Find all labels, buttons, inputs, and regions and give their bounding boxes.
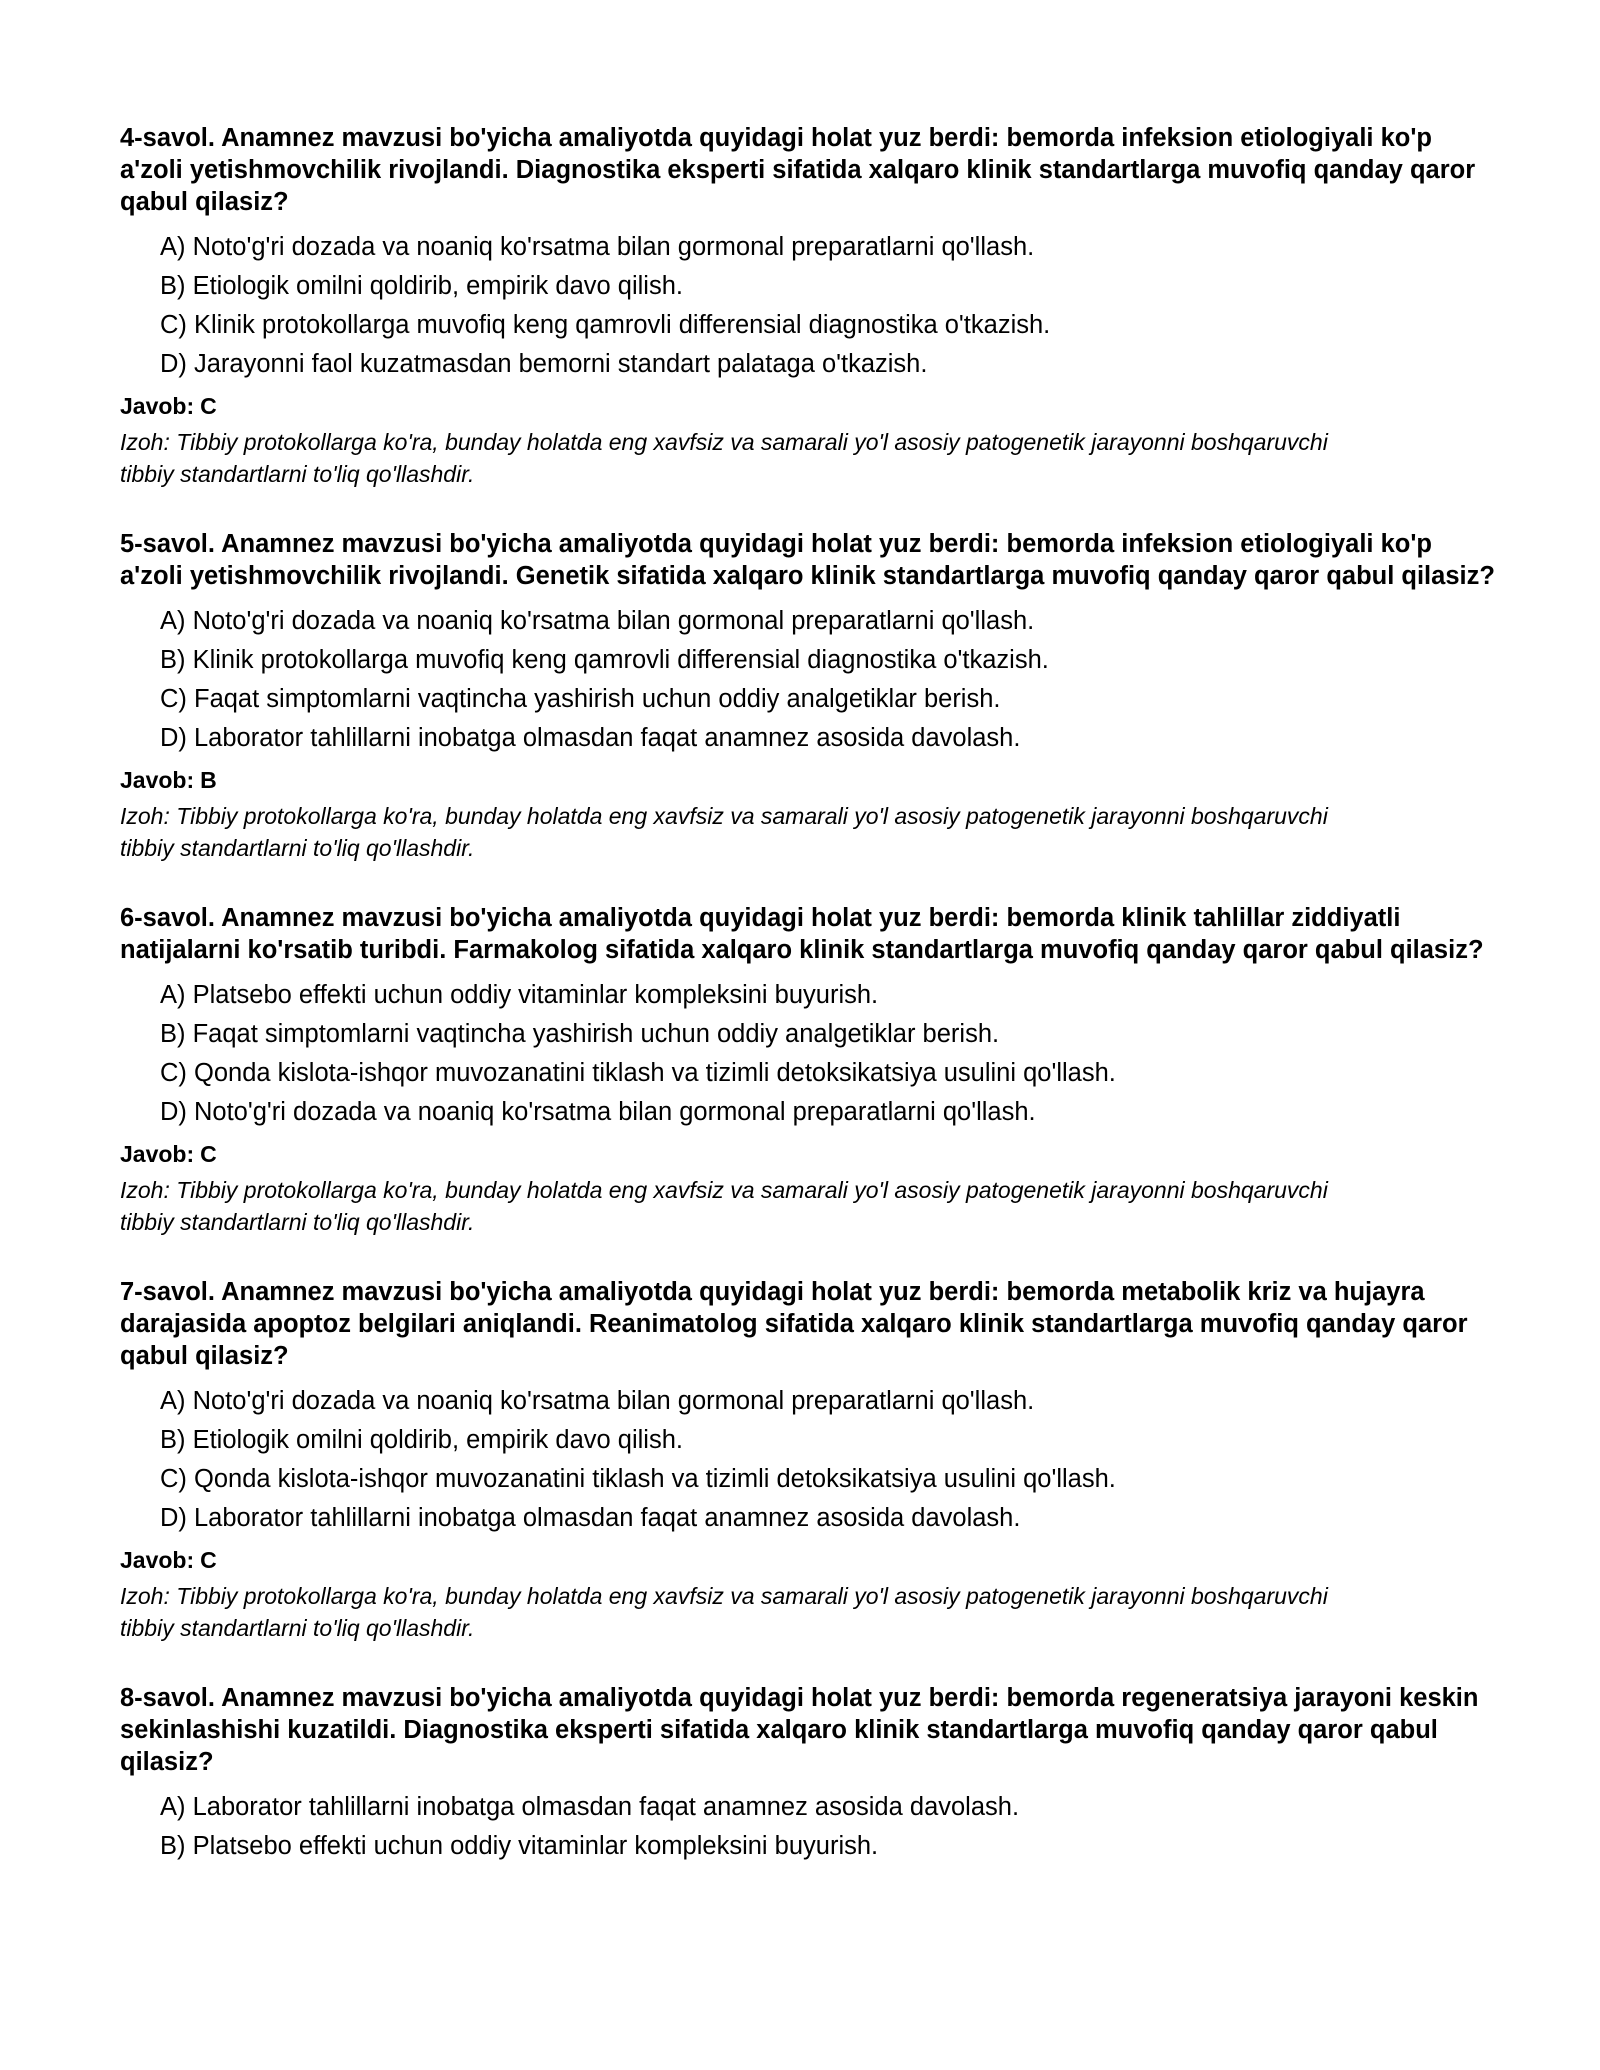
options-list: [120, 602, 1500, 758]
explanation-note: Izoh: Tibbiy protokollarga ko'ra, bunday holatda eng xavfsiz va samarali yo'l asosiy patogenetik jarayonni boshqaruvchi tibbiy standartlarni to'liq qo'llashdir.: [120, 1177, 1328, 1235]
option-d: D) Noto'g'ri dozada va noaniq ko'rsatma bilan gormonal preparatlarni qo'llash.: [160, 1098, 1036, 1126]
option-b: B) Klinik protokollarga muvofiq keng qamrovli differensial diagnostika o'tkazish.: [160, 646, 1049, 674]
options-list: [120, 228, 1500, 384]
answer-line: [120, 1544, 1500, 1576]
explanation-note: Izoh: Tibbiy protokollarga ko'ra, bunday holatda eng xavfsiz va samarali yo'l asosiy patogenetik jarayonni boshqaruvchi tibbiy standartlarni to'liq qo'llashdir.: [120, 1583, 1328, 1641]
options-list: [120, 1788, 1500, 1866]
options-list: [120, 976, 1500, 1132]
question-text: 4-savol. Anamnez mavzusi bo'yicha amaliyotda quyidagi holat yuz berdi: bemorda infeksion etiologiyali ko'p a'zoli yetishmovchilik rivojlandi. Diagnostika eksperti sifatida xalqaro klinik standartlarga muvofiq qanday qaror qabul qilasiz?: [120, 124, 1476, 216]
answer-line: [120, 764, 1500, 796]
option-a: A) Platsebo effekti uchun oddiy vitaminlar kompleksini buyurish.: [160, 981, 879, 1009]
explanation-note: Izoh: Tibbiy protokollarga ko'ra, bunday holatda eng xavfsiz va samarali yo'l asosiy patogenetik jarayonni boshqaruvchi tibbiy standartlarni to'liq qo'llashdir.: [120, 803, 1328, 861]
answer-label: Javob:: [120, 767, 195, 793]
answer-label: Javob:: [120, 393, 195, 419]
question-block: [120, 1682, 1500, 1866]
option-d: D) Jarayonni faol kuzatmasdan bemorni standart palataga o'tkazish.: [160, 350, 928, 378]
options-list: [120, 1382, 1500, 1538]
option-a: A) Noto'g'ri dozada va noaniq ko'rsatma bilan gormonal preparatlarni qo'llash.: [160, 1387, 1035, 1415]
answer-line: [120, 1138, 1500, 1170]
option-b: B) Platsebo effekti uchun oddiy vitaminlar kompleksini buyurish.: [160, 1832, 879, 1860]
option-a: A) Laborator tahlillarni inobatga olmasdan faqat anamnez asosida davolash.: [160, 1793, 1020, 1821]
question-text: 6-savol. Anamnez mavzusi bo'yicha amaliyotda quyidagi holat yuz berdi: bemorda klinik tahlillar ziddiyatli natijalarni ko'rsatib turibdi. Farmakolog sifatida xalqaro klinik standartlarga muvofiq qanday qaror qabul qilasiz?: [120, 904, 1484, 964]
question-block: [120, 1276, 1500, 1644]
explanation-note: Izoh: Tibbiy protokollarga ko'ra, bunday holatda eng xavfsiz va samarali yo'l asosiy patogenetik jarayonni boshqaruvchi tibbiy standartlarni to'liq qo'llashdir.: [120, 429, 1328, 487]
option-b: B) Etiologik omilni qoldirib, empirik davo qilish.: [160, 1426, 683, 1454]
answer-value: C: [200, 1547, 217, 1573]
question-text: 7-savol. Anamnez mavzusi bo'yicha amaliyotda quyidagi holat yuz berdi: bemorda metabolik kriz va hujayra darajasida apoptoz belgilari aniqlandi. Reanimatolog sifatida xalqaro klinik standartlarga muvofiq qanday qaror qabul qilasiz?: [120, 1278, 1468, 1370]
option-a: A) Noto'g'ri dozada va noaniq ko'rsatma bilan gormonal preparatlarni qo'llash.: [160, 233, 1035, 261]
answer-value: C: [200, 393, 217, 419]
option-c: C) Klinik protokollarga muvofiq keng qamrovli differensial diagnostika o'tkazish.: [160, 311, 1051, 339]
answer-label: Javob:: [120, 1141, 195, 1167]
option-a: A) Noto'g'ri dozada va noaniq ko'rsatma bilan gormonal preparatlarni qo'llash.: [160, 607, 1035, 635]
option-b: B) Etiologik omilni qoldirib, empirik davo qilish.: [160, 272, 683, 300]
option-d: D) Laborator tahlillarni inobatga olmasdan faqat anamnez asosida davolash.: [160, 724, 1021, 752]
answer-value: C: [200, 1141, 217, 1167]
option-d: D) Laborator tahlillarni inobatga olmasdan faqat anamnez asosida davolash.: [160, 1504, 1021, 1532]
question-text: 8-savol. Anamnez mavzusi bo'yicha amaliyotda quyidagi holat yuz berdi: bemorda regeneratsiya jarayoni keskin sekinlashishi kuzatildi. Diagnostika eksperti sifatida xalqaro klinik standartlarga muvofiq qanday qaror qabul qilasiz?: [120, 1684, 1479, 1776]
option-c: C) Qonda kislota-ishqor muvozanatini tiklash va tizimli detoksikatsiya usulini qo'llash.: [160, 1059, 1116, 1087]
question-block: [120, 122, 1500, 490]
answer-value: B: [200, 767, 217, 793]
question-block: [120, 528, 1500, 864]
option-c: C) Faqat simptomlarni vaqtincha yashirish uchun oddiy analgetiklar berish.: [160, 685, 1001, 713]
question-text: 5-savol. Anamnez mavzusi bo'yicha amaliyotda quyidagi holat yuz berdi: bemorda infeksion etiologiyali ko'p a'zoli yetishmovchilik rivojlandi. Genetik sifatida xalqaro klinik standartlarga muvofiq qanday qaror qabul qilasiz?: [120, 530, 1495, 590]
answer-line: [120, 390, 1500, 422]
option-b: B) Faqat simptomlarni vaqtincha yashirish uchun oddiy analgetiklar berish.: [160, 1020, 1000, 1048]
question-block: [120, 902, 1500, 1238]
answer-label: Javob:: [120, 1547, 195, 1573]
option-c: C) Qonda kislota-ishqor muvozanatini tiklash va tizimli detoksikatsiya usulini qo'llash.: [160, 1465, 1116, 1493]
